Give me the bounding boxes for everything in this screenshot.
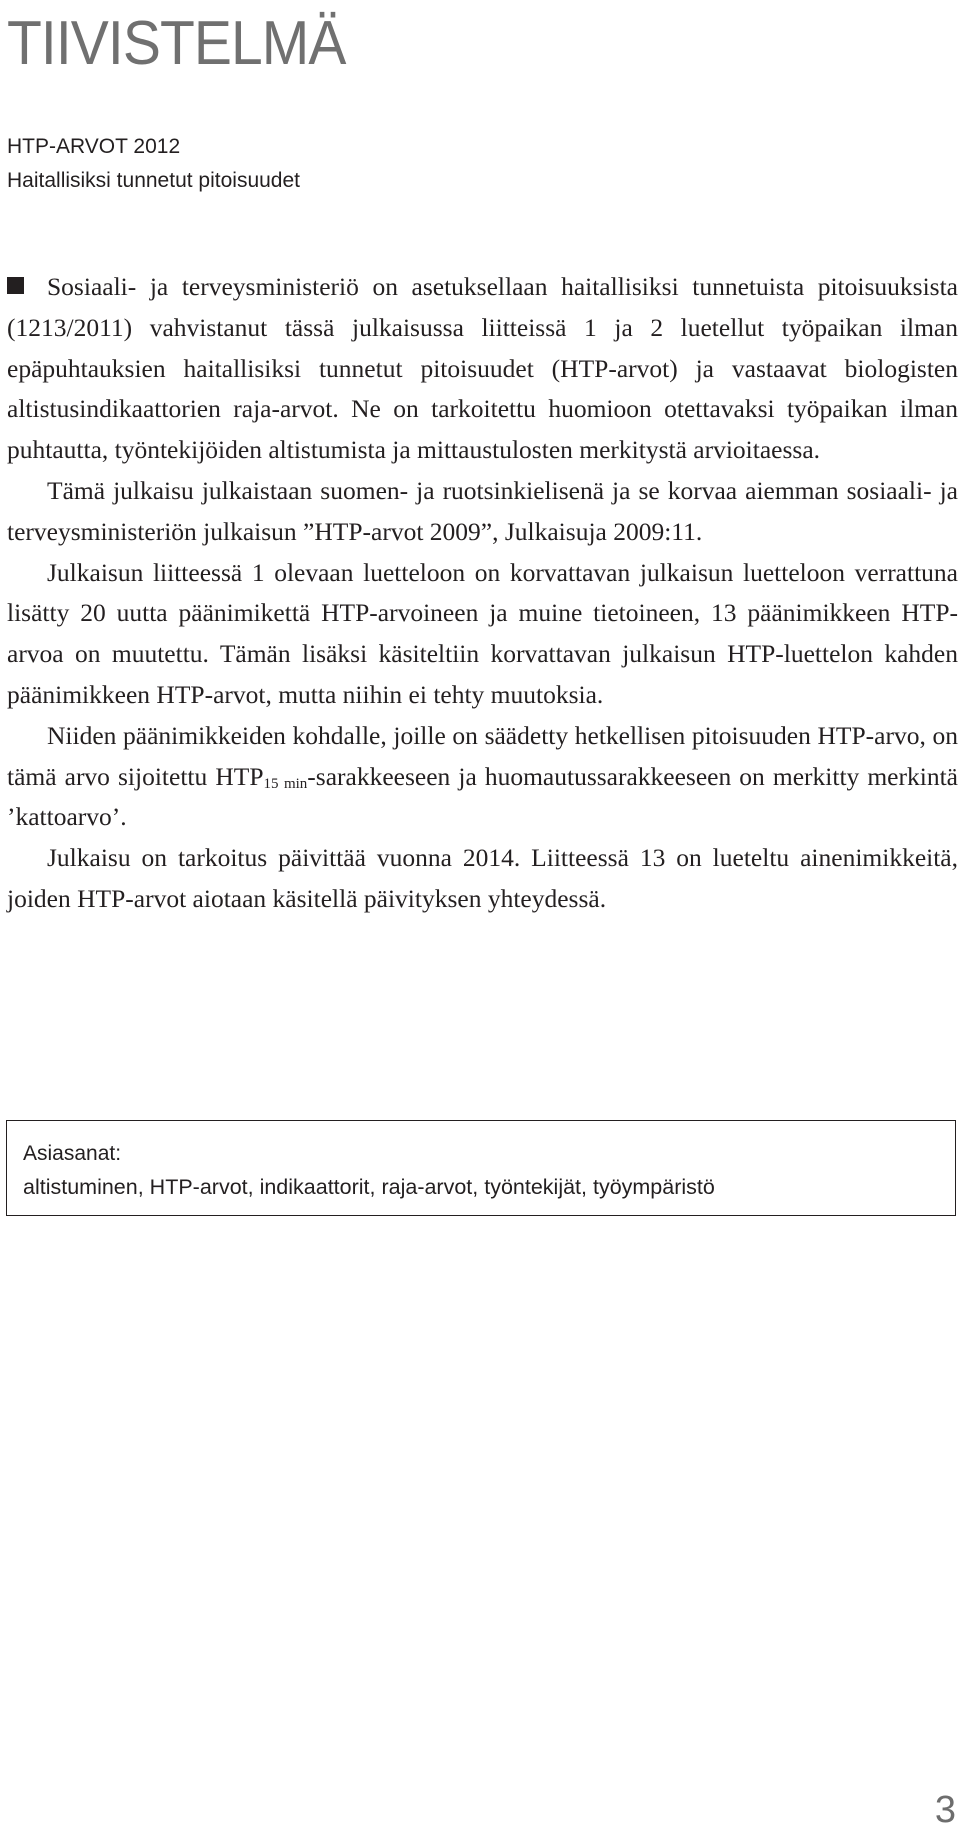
paragraph-2: Tämä julkaisu julkaistaan suomen- ja ruotsinkielisenä ja se korvaa aiemman sosiaali- ja terveysministeriön julkaisun ”HTP-arvot 2009”, Julkaisuja 2009:11.	[7, 475, 958, 546]
paragraph-4-text-end: -sarakkeeseen ja huomautussarakkeeseen on merkitty merkintä ’kattoarvo’.	[7, 761, 958, 832]
square-bullet-icon	[7, 277, 24, 294]
document-subheading: HTP-ARVOT 2012	[7, 135, 181, 158]
paragraph-4	[7, 716, 958, 838]
keywords-box	[6, 1120, 956, 1216]
keywords-values: altistuminen, HTP-arvot, indikaattorit, raja-arvot, työntekijät, työympäristö	[23, 1175, 715, 1199]
paragraph-3: Julkaisun liitteessä 1 olevaan luetteloon on korvattavan julkaisun luetteloon verrattuna lisätty 20 uutta päänimikettä HTP-arvoineen ja muine tietoineen, 13 päänimikkeen HTP-arvoa on muutettu. Tämän lisäksi käsiteltiin korvattavan julkaisun HTP-luettelon kahden päänimikkeen HTP-arvot, mutta niihin ei tehty muutoksia.	[7, 557, 958, 709]
document-subtitle: Haitallisiksi tunnetut pitoisuudet	[7, 169, 300, 192]
keywords-label: Asiasanat:	[23, 1142, 122, 1165]
htp-subscript: 15 min	[263, 775, 308, 792]
page-title: TIIVISTELMÄ	[7, 9, 346, 78]
paragraph-4-text-start: Niiden päänimikkeiden kohdalle, joille on säädetty hetkellisen pitoisuuden HTP-arvo, on tämä arvo sijoitettu HTP	[7, 720, 958, 791]
paragraph-1	[7, 267, 958, 471]
abstract-body	[7, 267, 958, 920]
paragraph-5: Julkaisu on tarkoitus päivittää vuonna 2014. Liitteessä 13 on lueteltu ainenimikkeitä, joiden HTP-arvot aiotaan käsitellä päivityksen yhteydessä.	[7, 843, 958, 913]
paragraph-1-text: Sosiaali- ja terveysministeriö on asetuksellaan haitallisiksi tunnetuista pitoisuuksista (1213/2011) vahvistanut tässä julkaisussa liitteissä 1 ja 2 luetellut työpaikan ilman epäpuhtauksien haitallisiksi tunnetut pitoisuudet (HTP-arvot) ja vastaavat biologisten altistusindikaattorien raja-arvot. Ne on tarkoitettu huomioon otettavaksi työpaikan ilman puhtautta, työntekijöiden altistumista ja mittaustulosten merkitystä arvioitaessa.	[7, 272, 958, 465]
page-number: 3	[934, 1789, 956, 1831]
